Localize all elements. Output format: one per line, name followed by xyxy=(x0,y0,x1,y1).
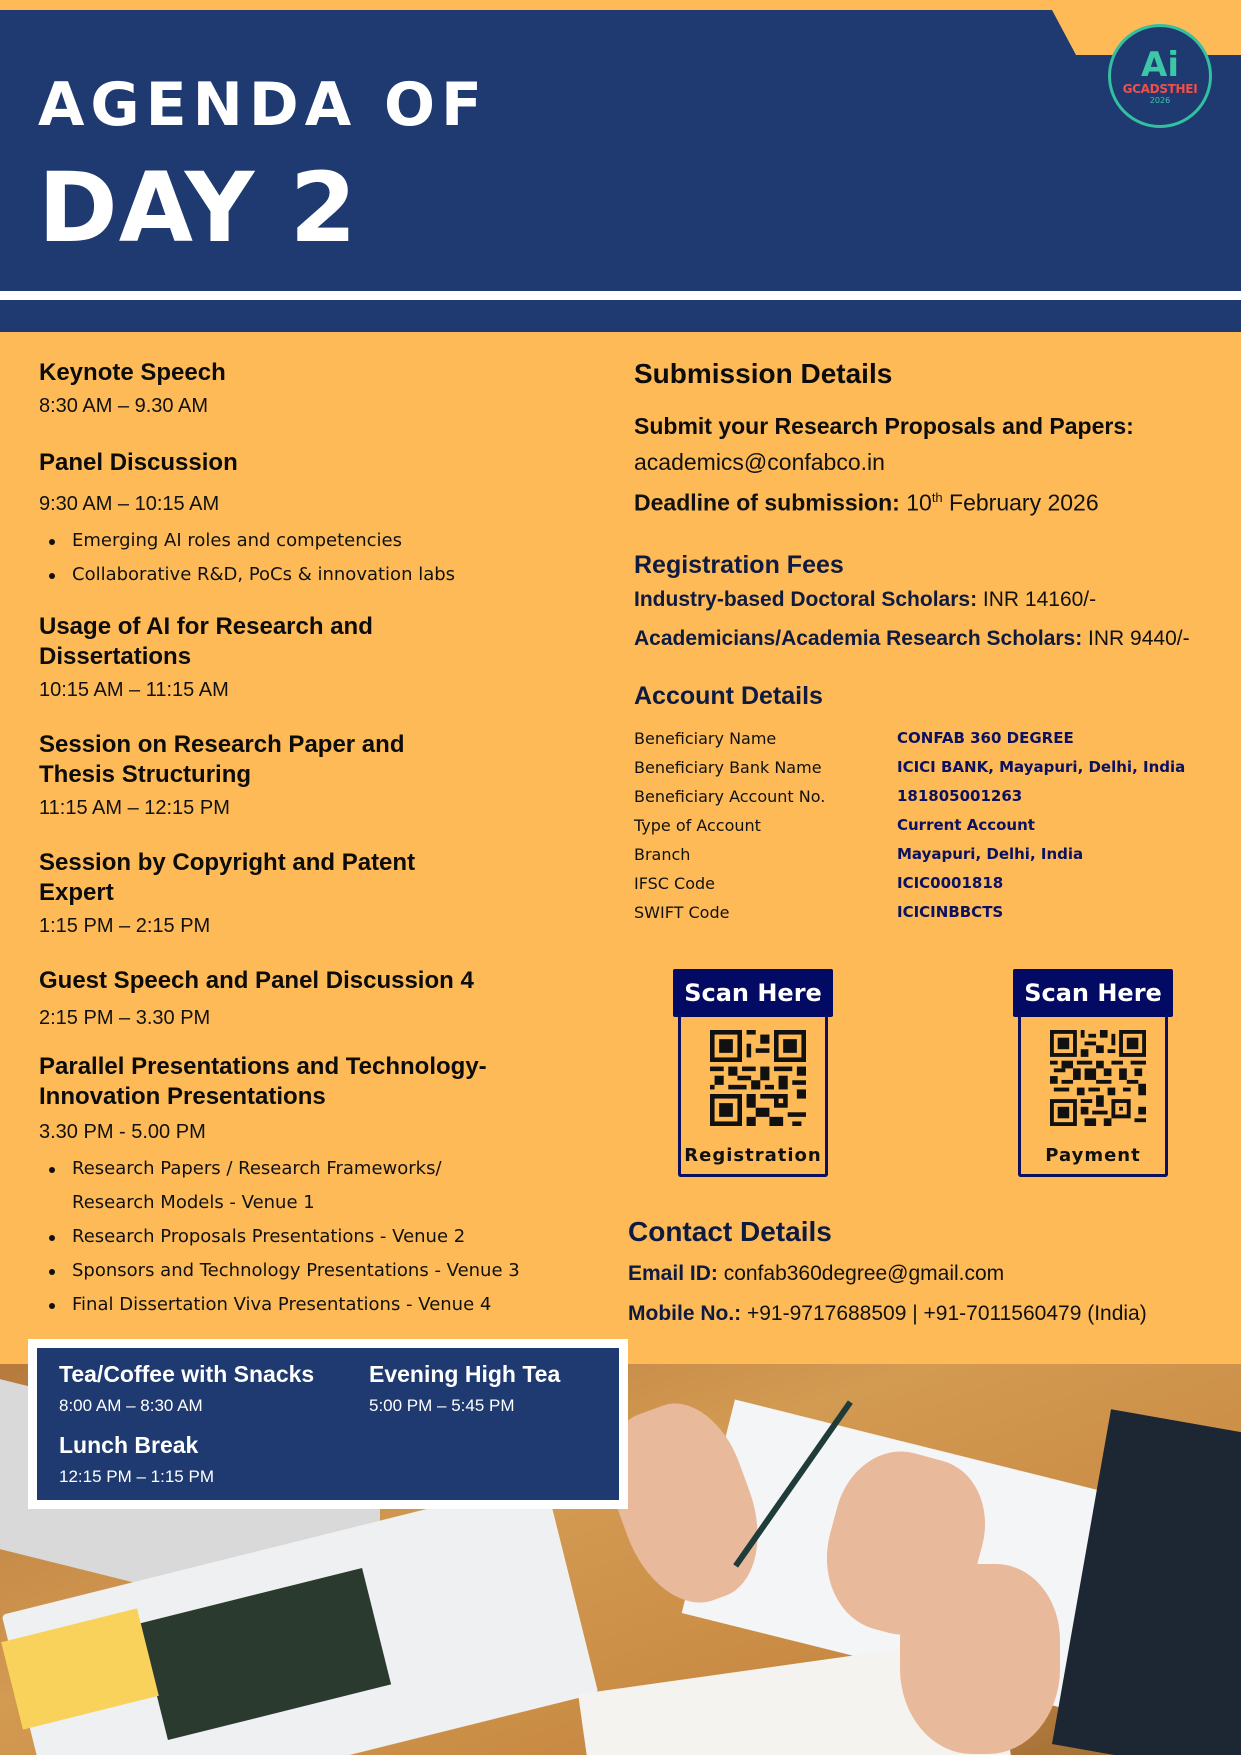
account-value: Current Account xyxy=(897,815,1035,834)
topic-item: Research Papers / Research Frameworks/ Research Models - Venue 1 xyxy=(39,1152,529,1220)
submission-section xyxy=(634,356,1224,521)
payment-qr-card[interactable] xyxy=(1013,969,1173,1177)
session-title: Usage of AI for Research and Dissertations xyxy=(39,613,373,670)
logo-year: 2026 xyxy=(1149,95,1171,105)
header-divider xyxy=(0,291,1241,300)
account-key: Beneficiary Bank Name xyxy=(634,757,822,777)
account-value: Mayapuri, Delhi, India xyxy=(897,844,1084,863)
account-row xyxy=(634,724,1224,753)
session-title: Parallel Presentations and Technology-Innovation Presentations xyxy=(39,1053,487,1110)
agenda-session xyxy=(39,612,439,704)
qr-code-icon[interactable] xyxy=(710,1029,806,1127)
fees-heading: Registration Fees xyxy=(634,550,844,579)
deadline-label: Deadline of submission: xyxy=(634,489,900,516)
agenda-list xyxy=(39,358,559,1342)
topic-item: Sponsors and Technology Presentations - Venue 3 xyxy=(39,1254,529,1288)
qr-frame xyxy=(678,1015,828,1177)
break-time: 5:00 PM – 5:45 PM xyxy=(369,1396,515,1415)
topic-item: Final Dissertation Viva Presentations - Venue 4 xyxy=(39,1288,529,1322)
contact-email-row xyxy=(628,1254,1228,1294)
fee-label: Academicians/Academia Research Scholars: xyxy=(634,626,1083,650)
session-topics xyxy=(39,1152,529,1322)
contact-mobile-row xyxy=(628,1294,1228,1334)
scan-here-banner: Scan Here xyxy=(1013,969,1173,1017)
session-title: Panel Discussion xyxy=(39,449,238,476)
account-value: ICICINBBCTS xyxy=(897,902,1004,921)
account-key: Beneficiary Account No. xyxy=(634,786,826,806)
info-column xyxy=(634,356,1224,927)
session-time: 11:15 AM – 12:15 PM xyxy=(39,797,230,819)
registration-qr-card[interactable] xyxy=(673,969,833,1177)
break-item xyxy=(59,1360,314,1416)
session-time: 1:15 PM – 2:15 PM xyxy=(39,915,211,937)
account-key: IFSC Code xyxy=(634,873,716,893)
account-heading: Account Details xyxy=(634,681,823,710)
account-key: Type of Account xyxy=(634,815,761,835)
account-row xyxy=(634,782,1224,811)
break-title: Evening High Tea xyxy=(369,1361,561,1387)
logo-name: GCADSTHEI xyxy=(1122,81,1198,96)
page-title-day: DAY 2 xyxy=(38,152,358,264)
session-time: 10:15 AM – 11:15 AM xyxy=(39,679,229,701)
account-row xyxy=(634,840,1224,869)
account-key: SWIFT Code xyxy=(634,902,730,922)
qr-frame xyxy=(1018,1015,1168,1177)
break-item xyxy=(59,1431,214,1487)
deadline-suffix: th xyxy=(931,490,943,505)
breaks-panel xyxy=(28,1339,628,1509)
submit-label: Submit your Research Proposals and Papers: xyxy=(634,413,1134,439)
fee-row xyxy=(634,617,1224,660)
fee-label: Industry-based Doctoral Scholars: xyxy=(634,587,978,611)
account-value: CONFAB 360 DEGREE xyxy=(897,728,1074,747)
conference-logo xyxy=(1108,24,1212,128)
break-time: 12:15 PM – 1:15 PM xyxy=(59,1467,214,1486)
topic-item: Collaborative R&D, PoCs & innovation labs xyxy=(39,558,559,592)
deadline-rest: February 2026 xyxy=(942,489,1099,516)
session-title: Session by Copyright and Patent Expert xyxy=(39,849,416,906)
account-row xyxy=(634,753,1224,782)
fee-value: INR 9440/- xyxy=(1082,626,1190,650)
contact-email-link[interactable]: confab360degree@gmail.com xyxy=(717,1262,1005,1285)
fee-value: INR 14160/- xyxy=(977,587,1097,611)
qr-label: Registration xyxy=(684,1145,822,1166)
account-row xyxy=(634,898,1224,927)
logo-ai-leaf-icon: Ai xyxy=(1141,44,1179,85)
account-row xyxy=(634,869,1224,898)
account-value: ICIC0001818 xyxy=(897,873,1004,892)
scan-here-banner: Scan Here xyxy=(673,969,833,1017)
session-topics xyxy=(39,524,559,592)
fees-section xyxy=(634,547,1224,660)
account-table xyxy=(634,724,1224,927)
page-title-line1: AGENDA OF xyxy=(38,70,489,140)
agenda-session xyxy=(39,730,459,822)
qr-label: Payment xyxy=(1045,1145,1141,1166)
session-time: 8:30 AM – 9.30 AM xyxy=(39,395,208,417)
account-value: ICICI BANK, Mayapuri, Delhi, India xyxy=(897,757,1186,776)
account-key: Branch xyxy=(634,844,691,864)
contact-section xyxy=(628,1214,1228,1334)
account-key: Beneficiary Name xyxy=(634,728,777,748)
mobile-label: Mobile No.: xyxy=(628,1302,742,1325)
session-title: Guest Speech and Panel Discussion 4 xyxy=(39,967,474,994)
email-label: Email ID: xyxy=(628,1262,718,1285)
breaks-box xyxy=(37,1348,619,1500)
submission-email-link[interactable]: academics@confabco.in xyxy=(634,449,885,475)
break-time: 8:00 AM – 8:30 AM xyxy=(59,1396,203,1415)
deadline-day: 10 xyxy=(906,489,932,516)
session-time: 9:30 AM – 10:15 AM xyxy=(39,493,220,515)
agenda-session xyxy=(39,1052,529,1322)
account-row xyxy=(634,811,1224,840)
session-time: 2:15 PM – 3.30 PM xyxy=(39,1007,211,1029)
agenda-session xyxy=(39,448,559,592)
agenda-session xyxy=(39,966,559,1032)
topic-item: Emerging AI roles and competencies xyxy=(39,524,559,558)
account-value: 181805001263 xyxy=(897,786,1023,805)
contact-heading: Contact Details xyxy=(628,1216,832,1247)
fee-row xyxy=(634,583,1224,617)
topic-item: Research Proposals Presentations - Venue 2 xyxy=(39,1220,529,1254)
agenda-session xyxy=(39,848,459,940)
sleeve-image xyxy=(1052,1409,1241,1755)
break-item xyxy=(369,1360,560,1416)
agenda-session xyxy=(39,358,559,420)
deadline-line xyxy=(634,480,1224,521)
submission-heading: Submission Details xyxy=(634,358,893,389)
contact-mobile-numbers[interactable]: +91-9717688509 | +91-7011560479 (India) xyxy=(741,1302,1147,1325)
hand-image xyxy=(900,1564,1060,1754)
session-title: Keynote Speech xyxy=(39,359,226,386)
account-section xyxy=(634,678,1224,927)
break-title: Tea/Coffee with Snacks xyxy=(59,1361,315,1387)
session-title: Session on Research Paper and Thesis Structuring xyxy=(39,731,405,788)
break-title: Lunch Break xyxy=(59,1432,199,1458)
session-time: 3.30 PM - 5.00 PM xyxy=(39,1121,206,1143)
qr-code-icon[interactable] xyxy=(1050,1029,1146,1127)
